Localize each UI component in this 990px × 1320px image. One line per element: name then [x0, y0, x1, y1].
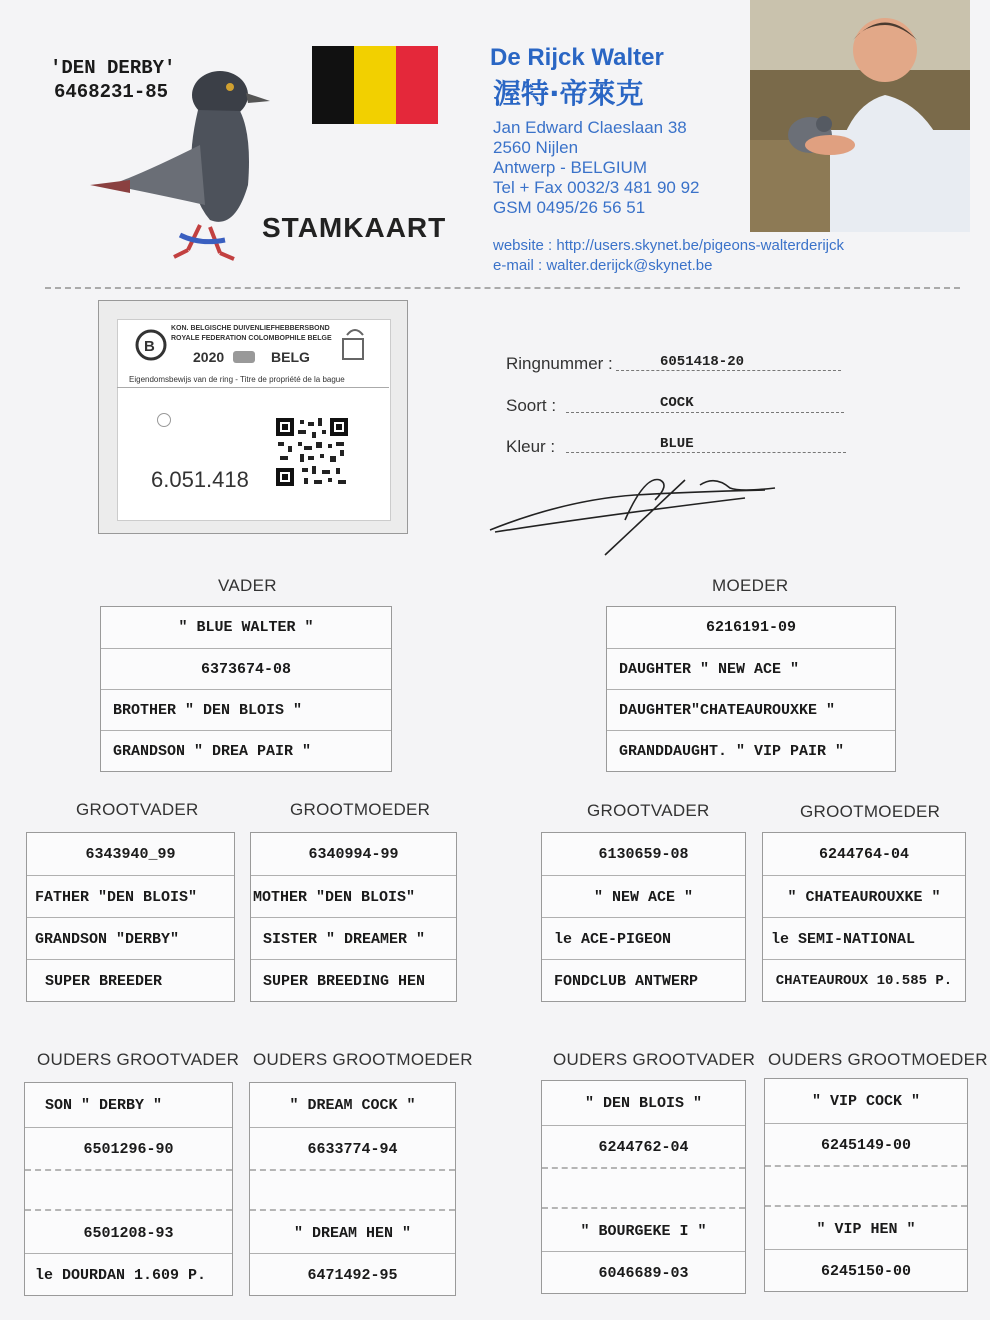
gm1-note-3: SUPER BREEDING HEN — [251, 959, 456, 1002]
grootvader-box-mother-side — [541, 832, 746, 1002]
gp2-note-1: " NEW ACE " — [542, 875, 745, 918]
vader-ring: 6373674-08 — [101, 648, 391, 690]
signature-icon — [485, 460, 785, 560]
gsm: GSM 0495/26 56 51 — [493, 198, 646, 217]
ring-ownership: Eigendomsbewijs van de ring - Titre de propriété de la bague — [129, 375, 345, 384]
address-line-2: 2560 Nijlen — [493, 138, 579, 157]
ggp-a-spacer — [25, 1169, 232, 1211]
ring-number-line — [616, 370, 841, 371]
gp2-note-3: FONDCLUB ANTWERP — [542, 959, 745, 1002]
address-line-3: Antwerp - BELGIUM — [493, 158, 647, 177]
color-label: Kleur : — [506, 437, 556, 456]
ggp-b-spacer — [250, 1169, 455, 1211]
ggp-b-name-2: " DREAM HEN " — [250, 1209, 455, 1255]
gm2-note-1: " CHATEAUROUXKE " — [763, 875, 965, 918]
email-link[interactable]: e-mail : walter.derijck@skynet.be — [493, 257, 713, 274]
moeder-box — [606, 606, 896, 772]
pigeon-emblem-icon — [339, 325, 369, 365]
gm1-note-2: SISTER " DREAMER " — [251, 917, 456, 960]
pigeon-illustration — [70, 35, 290, 270]
ring-year: 2020 — [193, 349, 225, 365]
ggp-a-ring-2: 6501208-93 — [25, 1209, 232, 1255]
grootvader-label-mother-side: GROOTVADER — [587, 801, 710, 820]
ouders-grootmoeder-label-2: OUDERS GROOTMOEDER — [768, 1050, 988, 1069]
gm1-ring: 6340994-99 — [308, 845, 399, 863]
ring-org-line1: KON. BELGISCHE DUIVENLIEFHEBBERSBOND — [171, 325, 330, 332]
ring-number-value: 6051418-20 — [660, 354, 745, 370]
ring-crest-icon — [233, 351, 255, 363]
ggp-c-spacer — [542, 1167, 745, 1209]
ouders-grootvader-box-1 — [24, 1082, 233, 1296]
color-value: BLUE — [660, 436, 694, 452]
gp1-note-3: SUPER BREEDER — [27, 959, 234, 1002]
gp2-note-2: le ACE-PIGEON — [542, 917, 745, 960]
grootvader-label-father-side: GROOTVADER — [76, 800, 199, 819]
gp2-ring: 6130659-08 — [598, 845, 689, 863]
ouders-grootmoeder-label-1: OUDERS GROOTMOEDER — [253, 1050, 473, 1069]
ring-card-number: 6.051.418 — [151, 467, 249, 492]
kbdb-logo-icon — [133, 323, 173, 363]
owner-name-chinese: 渥特·帝萊克 — [493, 77, 644, 110]
ggp-a-name: SON " DERBY " — [45, 1096, 163, 1114]
ggp-c-name-2: " BOURGEKE I " — [542, 1207, 745, 1253]
grootmoeder-label-mother-side: GROOTMOEDER — [800, 802, 941, 821]
moeder-ring: 6216191-09 — [705, 619, 796, 636]
belgian-flag — [312, 46, 438, 124]
gp1-note-1: FATHER "DEN BLOIS" — [27, 875, 234, 918]
ring-card-hole — [157, 413, 171, 427]
address-line-1: Jan Edward Claeslaan 38 — [493, 118, 687, 137]
ouders-grootvader-box-2 — [541, 1080, 746, 1294]
ggp-d-name-2: " VIP HEN " — [765, 1205, 967, 1251]
ggp-c-ring-2: 6046689-03 — [542, 1251, 745, 1294]
ggp-d-spacer — [765, 1165, 967, 1207]
moeder-note-3: GRANDDAUGHT. " VIP PAIR " — [607, 730, 895, 772]
ggp-c-ring: 6244762-04 — [542, 1125, 745, 1168]
gp1-note-2: GRANDSON "DERBY" — [27, 917, 234, 960]
grootvader-box-father-side — [26, 832, 235, 1002]
ggp-c-name: " DEN BLOIS " — [584, 1094, 703, 1112]
pigeon-name: 'DEN DERBY' — [50, 57, 176, 79]
ggp-d-ring-2: 6245150-00 — [765, 1249, 967, 1292]
owner-name: De Rijck Walter — [490, 44, 664, 71]
ggp-b-ring: 6633774-94 — [250, 1127, 455, 1170]
vader-note-1: BROTHER " DEN BLOIS " — [101, 689, 391, 731]
ggp-a-ring: 6501296-90 — [25, 1127, 232, 1170]
gm2-ring: 6244764-04 — [818, 845, 909, 863]
ring-card — [98, 300, 408, 534]
ouders-grootvader-label-1: OUDERS GROOTVADER — [37, 1050, 240, 1069]
gp1-ring: 6343940_99 — [85, 845, 176, 863]
sort-label: Soort : — [506, 396, 557, 415]
phone-fax: Tel + Fax 0032/3 481 90 92 — [493, 178, 700, 197]
ggp-b-ring-2: 6471492-95 — [250, 1253, 455, 1296]
ouders-grootmoeder-box-1 — [249, 1082, 456, 1296]
grootmoeder-box-father-side — [250, 832, 457, 1002]
moeder-label: MOEDER — [712, 576, 789, 595]
website-link[interactable]: website : http://users.skynet.be/pigeons-walterderijck — [493, 237, 844, 254]
svg-text:B: B — [144, 338, 155, 355]
sort-value: COCK — [660, 395, 694, 411]
header-divider — [45, 287, 960, 289]
gm2-note-3: CHATEAUROUX 10.585 P. — [763, 959, 965, 1002]
ouders-grootvader-label-2: OUDERS GROOTVADER — [553, 1050, 756, 1069]
vader-name: " BLUE WALTER " — [178, 619, 314, 636]
grootmoeder-label-father-side: GROOTMOEDER — [290, 800, 431, 819]
grootmoeder-box-mother-side — [762, 832, 966, 1002]
ring-country: BELG — [271, 349, 310, 365]
document-title: STAMKAART — [262, 212, 447, 243]
pigeon-ring: 6468231-85 — [54, 81, 169, 103]
ring-number-label: Ringnummer : — [506, 354, 613, 373]
ouders-grootmoeder-box-2 — [764, 1078, 968, 1292]
ggp-d-ring: 6245149-00 — [765, 1123, 967, 1166]
ring-org-line2: ROYALE FEDERATION COLOMBOPHILE BELGE — [171, 335, 332, 342]
color-line — [566, 452, 846, 453]
qr-code-icon — [274, 416, 350, 488]
moeder-note-2: DAUGHTER"CHATEAUROUXKE " — [607, 689, 895, 731]
moeder-note-1: DAUGHTER " NEW ACE " — [607, 648, 895, 690]
vader-box — [100, 606, 392, 772]
owner-photo — [750, 0, 970, 232]
vader-label: VADER — [218, 576, 277, 595]
ggp-d-name: " VIP COCK " — [811, 1092, 921, 1110]
sort-line — [566, 412, 844, 413]
vader-note-2: GRANDSON " DREA PAIR " — [101, 730, 391, 772]
gm2-note-2: le SEMI-NATIONAL — [763, 917, 965, 960]
gm1-note-1: MOTHER "DEN BLOIS" — [251, 875, 456, 918]
ggp-a-note: le DOURDAN 1.609 P. — [25, 1253, 232, 1296]
ggp-b-name: " DREAM COCK " — [289, 1096, 416, 1114]
